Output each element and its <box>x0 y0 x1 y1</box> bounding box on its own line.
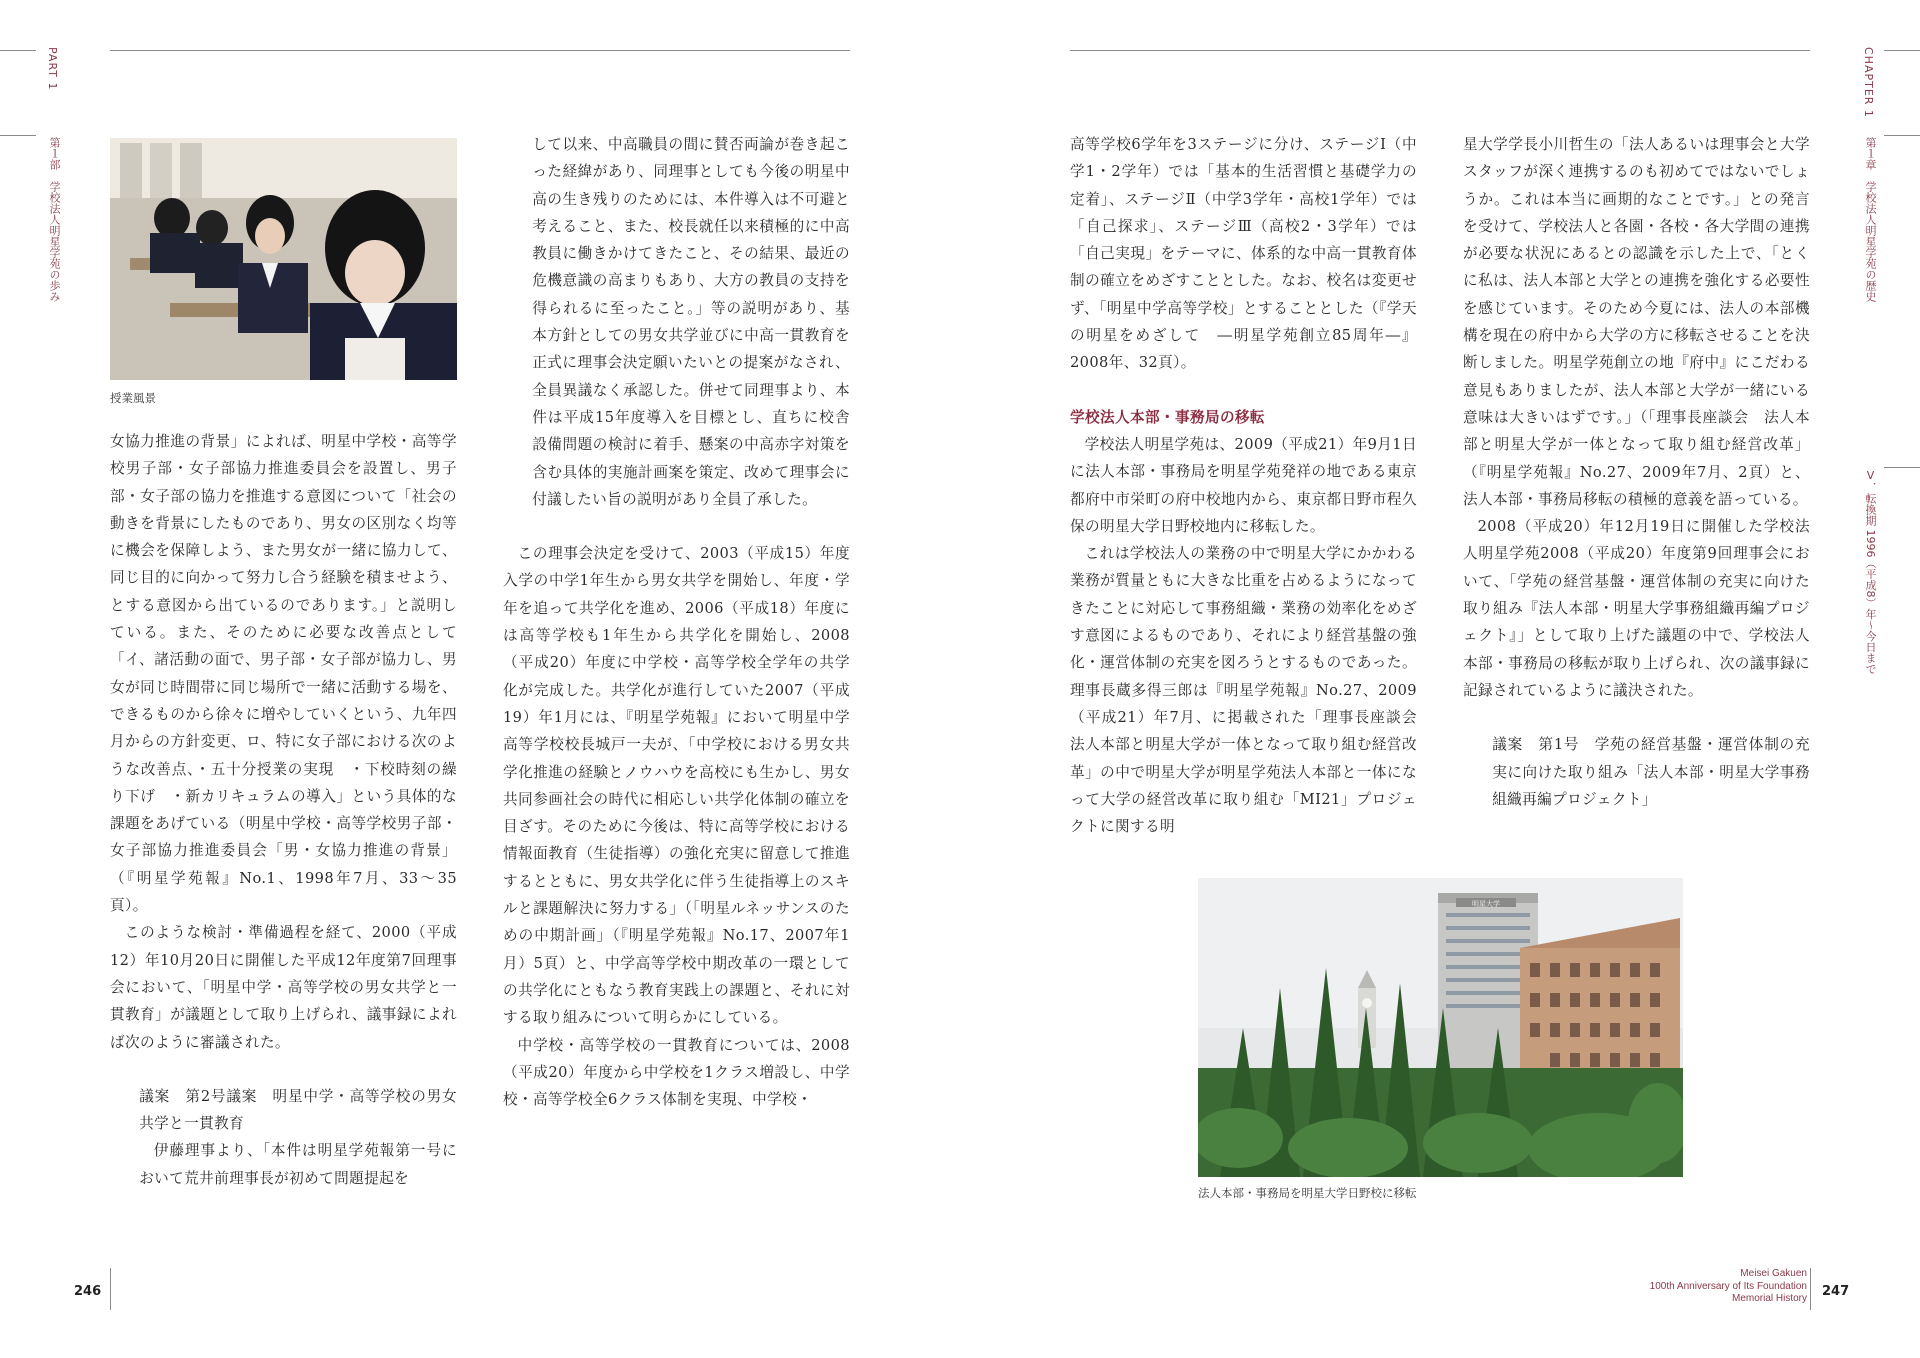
right-text-column-1 <box>1070 131 1432 840</box>
chapter-subtitle: 第１章 学校法人明星学苑の歴史 <box>1864 137 1877 302</box>
paragraph-gap <box>503 513 850 540</box>
body-paragraph: して以来、中高職員の間に賛否両論が巻き起こった経緯があり、同理事としても今後の明星中高の生き残りのためには、本件導入は不可避と考えること、また、校長就任以来積極的に中高教員に働きかけてきたこと、その結果、最近の危機意識の高まりもあり、大方の教員の支持を得られるに至ったこと。」等の説明があり、基本方針としての男女共学並びに中高一貫教育を正式に理事会決定願いたいとの提案がなされ、全員異議なく承認した。併せて同理事より、本件は平成15年度導入を目標とし、直ちに校舎設備問題の検討に着手、懸案の中高赤字対策を含む具体的実施計画案を策定、改めて理事会に付議したい旨の説明があり全員了承した。 <box>532 136 850 508</box>
right-footer-line <box>1810 1268 1811 1310</box>
left-edge-rule <box>0 50 36 51</box>
building-sign: 明星大学 <box>1472 900 1500 908</box>
body-paragraph: 議案 第2号議案 明星中学・高等学校の男女共学と一貫教育 <box>139 1087 457 1133</box>
body-paragraph: 学校法人明星学苑は、2009（平成21）年9月1日に法人本部・事務局を明星学苑発祥の地である東京都府中市栄町の府中校地内から、東京都日野市程久保の明星大学日野校地内に移転した。 <box>1070 435 1417 535</box>
section-heading: 学校法人本部・事務局の移転 <box>1070 408 1265 426</box>
left-edge-rule-2 <box>0 135 36 136</box>
left-text-column-2 <box>503 131 850 1113</box>
body-paragraph: 伊藤理事より、「本件は明星学苑報第一号において荒井前理事長が初めて問題提起を <box>139 1142 457 1187</box>
section-period-label: Ⅴ．転換期 1996（平成8）年～今日まで <box>1864 469 1877 675</box>
footer-line-1: Meisei Gakuen <box>1740 1268 1807 1279</box>
campus-building-photo <box>1198 878 1683 1177</box>
paragraph-gap <box>110 1056 457 1083</box>
right-edge-rule-3 <box>1884 467 1920 468</box>
footer-line-3: Memorial History <box>1731 1293 1807 1304</box>
body-paragraph: これは学校法人の業務の中で明星大学にかかわる業務が質量ともに大きな比重を占めるようになってきたことに対応して事務組織・業務の効率化をめざす意図によるものであり、それにより経営基盤の強化・運営体制の充実を図ろうとするものであった。理事長蔵多得三郎は『明星学苑報』No.27、2009（平成21）年7月、に掲載された「理事長座談会 法人本部と明星大学が一体となって取り組む経営改革」の中で明星大学が明星学苑法人本部と一体になって大学の経営改革に取り組む「MI21」プロジェクトに関する明 <box>1070 545 1432 836</box>
classroom-photo-caption: 授業風景 <box>110 391 156 405</box>
part-label: PART 1 <box>46 47 59 91</box>
paragraph-gap <box>1463 704 1810 731</box>
body-paragraph: このような検討・準備過程を経て、2000（平成12）年10月20日に開催した平成12年度第7回理事会において、「明星中学・高等学校の男女共学と一貫教育」が議題として取り上げられ、議事録によれば次のように審議された。 <box>110 924 457 1051</box>
classroom-photo <box>110 138 457 380</box>
footer-book-title <box>1650 1268 1807 1306</box>
body-paragraph: 中学校・高等学校の一貫教育については、2008（平成20）年度から中学校を1クラス増設し、中学校・高等学校全6クラス体制を実現、中学校・ <box>503 1036 850 1109</box>
part-subtitle: 第１部 学校法人明星学苑の歩み <box>48 137 61 302</box>
right-edge-rule <box>1884 50 1920 51</box>
campus-photo-caption: 法人本部・事務局を明星大学日野校に移転 <box>1198 1186 1417 1200</box>
page-number-left: 246 <box>74 1284 102 1299</box>
right-edge-rule-2 <box>1884 135 1920 136</box>
page-number-right: 247 <box>1822 1284 1850 1299</box>
body-paragraph: 高等学校6学年を3ステージに分け、ステージⅠ（中学1・2学年）では「基本的生活習慣と基礎学力の定着」、ステージⅡ（中学3学年・高校1学年）では「自己探求」、ステージⅢ（高校2・3学年）では「自己実現」をテーマに、体系的な中高一貫教育体制の確立をめざすこととした。なお、校名は変更せず、「明星中学高等学校」とすることとした（『学天の明星をめざして ―明星学苑創立85周年―』2008年、32頁）。 <box>1070 136 1417 372</box>
chapter-label: CHAPTER 1 <box>1862 47 1875 118</box>
right-top-rule <box>1070 50 1810 51</box>
right-text-column-2 <box>1463 131 1810 813</box>
left-footer-line <box>110 1268 111 1310</box>
body-paragraph: 星大学学長小川哲生の「法人あるいは理事会と大学スタッフが深く連携するのも初めてではないでしょうか。これは本当に画期的なことです。」との発言を受けて、学校法人と各園・各校・各大学間の連携が必要な状況にあるとの認識を示した上で、「とくに私は、法人本部と大学との連携を強化する必要性を感じています。そのため今夏には、法人の本部機構を現在の府中から大学の方に移転させることを決断しました。明星学苑創立の地『府中』にこだわる意見もありましたが、法人本部と大学が一緒にいる意味は大きいはずです。」（「理事長座談会 法人本部と明星大学が一体となって取り組む経営改革」（『明星学苑報』No.27、2009年7月、2頁）と、法人本部・事務局移転の積極的意義を語っている。 <box>1463 136 1810 508</box>
footer-line-2: 100th Anniversary of Its Foundation <box>1649 1280 1807 1292</box>
body-paragraph: 2008（平成20）年12月19日に開催した学校法人明星学苑2008（平成20）年度第9回理事会において、「学苑の経営基盤・運営体制の充実に向けた取り組み『法人本部・明星大学事務組織再編プロジェクト』」として取り上げた議題の中で、学校法人本部・事務局の移転が取り上げられ、次の議事録に記録されているように議決された。 <box>1463 518 1810 699</box>
body-paragraph: 議案 第1号 学苑の経営基盤・運営体制の充実に向けた取り組み「法人本部・明星大学事務組織再編プロジェクト」 <box>1492 736 1810 808</box>
paragraph-gap <box>1070 377 1417 404</box>
body-paragraph: この理事会決定を受けて、2003（平成15）年度入学の中学1年生から男女共学を開始し、年度・学年を追って共学化を進め、2006（平成18）年度には高等学校も1年生から共学化を開始し、2008（平成20）年度に中学校・高等学校全学年の共学化が完成した。共学化が進行していた2007（平成19）年1月には、『明星学苑報』において明星中学高等学校校長城戸一夫が、「中学校における男女共学化推進の経験とノウハウを高校にも生かし、男女共同参画社会の時代に相応しい共学化体制の確立を目ざす。そのために今後は、特に高等学校における情報面教育（生徒指導）の強化充実に留意して推進するとともに、男女共学化に伴う生徒指導上のスキルと課題解決に努力する」（「明星ルネッサンスのための中期計画」（『明星学苑報』No.17、2007年1月）5頁）と、中学高等学校中期改革の一環としての共学化にともなう教育実践上の課題と、それに対する取り組みについて明らかにしている。 <box>503 545 850 1027</box>
left-text-column-1 <box>110 428 457 1192</box>
body-paragraph: 女協力推進の背景」によれば、明星中学校・高等学校男子部・女子部協力推進委員会を設置し、男子部・女子部の協力を推進する意図について「社会の動きを背景にしたものであり、男女の区別なく均等に機会を保障しよう、また男女が一緒に協力して、同じ目的に向かって努力し合う経験を積ませよう、とする意図から出ているのであります。」と説明している。また、そのために必要な改善点として「イ、諸活動の面で、男子部・女子部が協力し、男女が同じ時間帯に同じ場所で一緒に活動する場を、できるものから徐々に増やしていくという、九年四月からの方針変更、ロ、特に女子部における次のような改善点、・五十分授業の実現 ・下校時刻の繰り下げ ・新カリキュラムの導入」という具体的な課題をあげている（明星中学校・高等学校男子部・女子部協力推進委員会「男・女協力推進の背景」（『明星学苑報』No.1、1998年7月、33～35頁）。 <box>110 433 457 915</box>
left-top-rule <box>110 50 850 51</box>
